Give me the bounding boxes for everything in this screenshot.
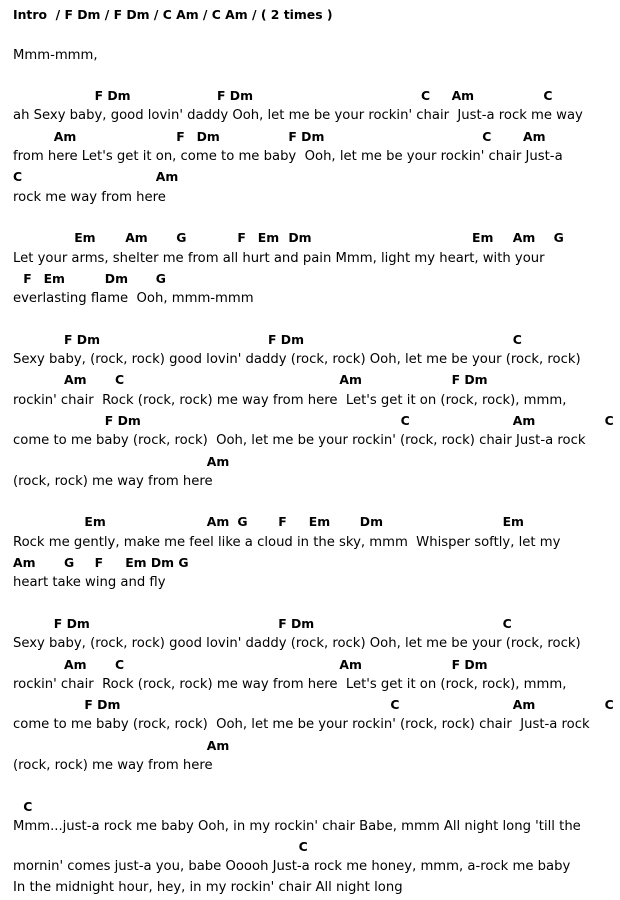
chord-sheet (13, 5, 617, 898)
chord-label: Em (43, 270, 65, 286)
blank-line (13, 208, 617, 228)
chord-label: Am (451, 88, 475, 104)
chord-label: C (543, 88, 553, 104)
chord-label: Em (472, 230, 494, 246)
chord-label: Em (74, 230, 96, 246)
chord-label: F (237, 230, 246, 246)
chord-line (13, 655, 617, 675)
blank-line (13, 776, 617, 796)
lyric-line: come to me baby (rock, rock) Ooh, let me be your rockin' (rock, rock) chair Just-a rock (13, 717, 590, 733)
chord-label: F Dm (53, 615, 90, 631)
chord-line (13, 512, 617, 532)
chord-label: C (13, 169, 23, 185)
chord-line (13, 330, 617, 350)
intro-line: Intro / F Dm / F Dm / C Am / C Am / ( 2 times ) (13, 7, 333, 22)
lyric-line: rockin' chair Rock (rock, rock) me way from here Let's get it on (rock, rock), mmm, (13, 392, 567, 408)
chord-line (13, 86, 617, 106)
chord-label: G (553, 230, 564, 246)
blank-line (13, 25, 617, 45)
lyric-line: from here Let's get it on, come to me baby Ooh, let me be your rockin' chair Just-a (13, 149, 563, 165)
chord-label: Am (206, 453, 230, 469)
chord-label: G (176, 230, 187, 246)
chord-label: Am (339, 372, 362, 388)
lyric-line: (rock, rock) me way from here (13, 757, 213, 773)
chord-label: Am (206, 514, 230, 530)
lyric-line: Sexy baby, (rock, rock) good lovin' daddy (rock, rock) Ooh, let me be your (rock, rock) (13, 636, 581, 652)
lyric-line: ah Sexy baby, good lovin' daddy Ooh, let me be your rockin' chair Just-a rock me way (13, 108, 583, 124)
chord-label: Em (257, 230, 280, 246)
lyric-line: Rock me gently, make me feel like a cloud in the sky, mmm Whisper softly, let my (13, 534, 561, 550)
chord-label: C (23, 798, 33, 814)
chord-label: G (64, 555, 75, 571)
chord-label: F Dm (94, 88, 131, 104)
blank-line (13, 492, 617, 512)
chord-label: G (155, 270, 166, 286)
chord-label: C (421, 88, 431, 104)
chord-line (13, 228, 617, 248)
chord-label: Dm (196, 128, 220, 144)
lyric-line: Mmm-mmm, (13, 47, 98, 63)
lyric-line: rock me way from here (13, 189, 166, 205)
chord-label: Dm (104, 270, 128, 286)
chord-label: C (604, 412, 614, 428)
chord-label: Am (339, 656, 362, 672)
chord-line (13, 127, 617, 147)
chord-label: C (390, 697, 400, 713)
chord-label: Em (502, 514, 524, 530)
lyric-line: In the midnight hour, hey, in my rockin' chair All night long (13, 879, 403, 895)
chord-label: F Dm (268, 331, 304, 347)
chord-label: Em Dm G (125, 555, 189, 571)
chord-label: Am (155, 169, 179, 185)
chord-line (13, 553, 617, 573)
lyric-line: rockin' chair Rock (rock, rock) me way from here Let's get it on (rock, rock), mmm, (13, 676, 567, 692)
chord-line (13, 269, 617, 289)
blank-line (13, 594, 617, 614)
chord-label: F Dm (451, 656, 488, 672)
chord-label: F Dm (64, 331, 100, 347)
lyric-line: mornin' comes just-a you, babe Ooooh Just-a rock me honey, mmm, a-rock me baby (13, 859, 571, 875)
chord-line (13, 837, 617, 857)
chord-label: F Dm (451, 372, 488, 388)
chord-line (13, 695, 617, 715)
chord-label: Am (13, 555, 36, 571)
chord-label: Am (512, 412, 536, 428)
blank-line (13, 309, 617, 329)
chord-label: Dm (359, 514, 383, 530)
chord-line (13, 452, 617, 472)
chord-label: C (482, 128, 492, 144)
chord-label: Am (64, 656, 87, 672)
chord-label: Em (308, 514, 331, 530)
chord-label: F Dm (84, 697, 121, 713)
chord-label: F (94, 555, 104, 571)
lyric-line: Sexy baby, (rock, rock) good lovin' daddy (rock, rock) Ooh, let me be your (rock, rock) (13, 352, 581, 368)
chord-label: Am (512, 697, 536, 713)
chord-label: F Dm (217, 88, 253, 104)
chord-label: C (115, 656, 125, 672)
chord-label: C (400, 412, 410, 428)
chord-label: F Dm (104, 412, 141, 428)
lyric-line: come to me baby (rock, rock) Ooh, let me be your rockin' (rock, rock) chair Just-a rock (13, 433, 586, 449)
chord-label: Am (64, 372, 87, 388)
chord-label: F (23, 270, 32, 286)
chord-line (13, 614, 617, 634)
chord-label: Am (53, 128, 77, 144)
chord-line (13, 736, 617, 756)
chord-label: Am (512, 230, 536, 246)
chord-line (13, 167, 617, 187)
chord-label: C (502, 615, 512, 631)
chord-label: Am (206, 737, 230, 753)
chord-label: C (298, 839, 308, 855)
chord-label: F Dm (278, 615, 315, 631)
lyric-line: (rock, rock) me way from here (13, 473, 213, 489)
chord-label: Am (523, 128, 546, 144)
lyric-line: heart take wing and fly (13, 575, 166, 591)
chord-label: C (115, 372, 125, 388)
chord-line (13, 370, 617, 390)
lyric-line: Let your arms, shelter me from all hurt and pain Mmm, light my heart, with your (13, 250, 545, 266)
chord-label: Dm (288, 230, 312, 246)
chord-label: F Dm (288, 128, 325, 144)
lyric-line: everlasting flame Ooh, mmm-mmm (13, 291, 254, 307)
chord-label: C (604, 697, 614, 713)
chord-label: Am (125, 230, 148, 246)
song-body (13, 25, 617, 898)
lyric-line: Mmm...just-a rock me baby Ooh, in my rockin' chair Babe, mmm All night long 'till the (13, 818, 581, 834)
blank-line (13, 66, 617, 86)
chord-line (13, 411, 617, 431)
chord-label: Em (84, 514, 106, 530)
chord-line (13, 797, 617, 817)
chord-label: G (237, 514, 248, 530)
chord-label: F (176, 128, 185, 144)
chord-label: C (512, 331, 522, 347)
chord-label: F (278, 514, 287, 530)
